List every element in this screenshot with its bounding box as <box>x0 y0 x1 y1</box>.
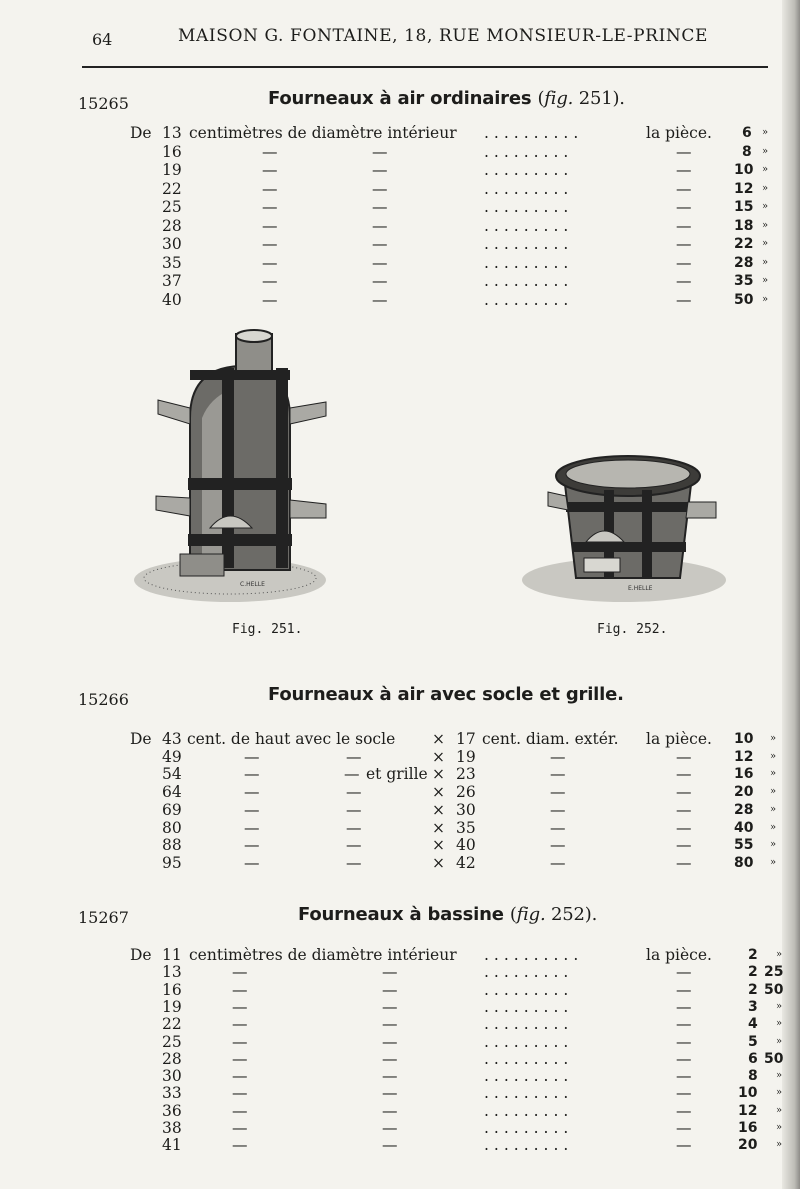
ditto-dash: — <box>346 836 362 855</box>
row-diameter: 13 <box>162 124 182 142</box>
row-diameter: 11 <box>162 946 182 964</box>
ditto-dash: — <box>232 1136 248 1155</box>
row-price: 16 <box>738 1120 758 1136</box>
price-row <box>0 143 800 161</box>
row-cents: » <box>762 219 769 231</box>
row-leader: ......... <box>484 1119 574 1137</box>
row-price: 55 <box>734 837 754 854</box>
row-leader: ......... <box>484 235 574 253</box>
row-cents: » <box>770 786 777 798</box>
ditto-dash: — <box>676 980 692 999</box>
row-cents: » <box>770 803 777 815</box>
row-price: 12 <box>738 1102 758 1119</box>
ditto-dash: — <box>676 161 692 179</box>
price-row <box>0 217 800 235</box>
section-ref-15266: 15266 <box>78 690 129 709</box>
ditto-dash: — <box>372 198 388 216</box>
row-diameter: 38 <box>162 1119 182 1137</box>
row-prefix: De <box>130 730 152 748</box>
row-diameter: 35 <box>162 253 182 272</box>
row-cents: » <box>776 1035 783 1047</box>
row-leader: .......... <box>484 124 584 142</box>
row-price: 35 <box>734 273 754 289</box>
row-leader: ......... <box>484 963 574 982</box>
row-diameter: 41 <box>162 1136 182 1155</box>
price-row <box>0 946 800 964</box>
row-cents: » <box>776 949 783 960</box>
row-price: 4 <box>748 1016 758 1033</box>
row-leader: ......... <box>484 1084 574 1103</box>
row-price: 2 <box>748 947 758 963</box>
row-leader: .......... <box>484 946 584 964</box>
row-cents: » <box>776 1087 783 1099</box>
row-cents: 50 <box>764 1050 784 1067</box>
row-price: 50 <box>734 291 754 308</box>
row-cents: » <box>776 1070 783 1082</box>
price-row <box>0 235 800 253</box>
price-row <box>0 1015 800 1033</box>
row-price: 8 <box>742 143 752 160</box>
ditto-dash: — <box>550 818 566 837</box>
price-row <box>0 1102 800 1120</box>
ditto-dash: — <box>382 1084 398 1103</box>
row-cents: » <box>770 821 777 833</box>
ditto-dash: — <box>262 216 278 235</box>
ditto-dash: — <box>346 783 362 802</box>
ditto-dash: — <box>550 800 566 819</box>
row-leader: ......... <box>484 216 574 235</box>
row-unit: la pièce. <box>646 946 712 964</box>
ditto-dash: — <box>262 290 278 309</box>
row-diameter: 22 <box>162 179 182 198</box>
ditto-dash: — <box>262 253 278 272</box>
ditto-dash: — <box>550 765 566 784</box>
fig-252-caption: Fig. 252. <box>597 622 668 637</box>
row-height: 49 <box>162 747 182 766</box>
ditto-dash: — <box>244 836 260 855</box>
section-title-15266: Fourneaux à air avec socle et grille. <box>268 684 624 705</box>
row-cents: 50 <box>764 981 784 998</box>
row-cents: » <box>762 238 769 249</box>
page-header <box>0 22 780 52</box>
ditto-dash: — <box>382 997 398 1016</box>
section-title-15265: Fourneaux à air ordinaires (fig. 251). <box>268 88 625 109</box>
ditto-dash: — <box>550 836 566 855</box>
ditto-dash: — <box>676 1084 692 1103</box>
row-price: 3 <box>748 998 758 1015</box>
row-price: 2 <box>748 964 758 981</box>
row-cents: » <box>776 1000 783 1012</box>
ditto-dash: — <box>382 1049 398 1068</box>
row-price: 15 <box>734 199 754 215</box>
row-diameter: 36 <box>162 1101 182 1120</box>
fig-251-engraver: C.HELLE <box>240 581 265 588</box>
row-diameter: 25 <box>162 1032 182 1051</box>
section-title-text: Fourneaux à air ordinaires <box>268 88 532 109</box>
price-row <box>0 1136 800 1154</box>
ditto-dash: — <box>676 142 692 161</box>
row-leader: ......... <box>484 1015 574 1034</box>
ditto-dash: — <box>232 1015 248 1034</box>
row-price: 22 <box>734 236 754 252</box>
ditto-dash: — <box>676 1101 692 1120</box>
row-cents: » <box>762 182 769 194</box>
ditto-dash: — <box>676 963 692 982</box>
ditto-dash: — <box>550 747 566 766</box>
row-leader: ......... <box>484 1049 574 1068</box>
header-rule <box>82 66 768 68</box>
ditto-dash: — <box>346 800 362 819</box>
row-price: 10 <box>734 162 754 178</box>
row-height: 43 <box>162 730 182 748</box>
ditto-dash: — <box>676 272 692 290</box>
ditto-dash: — <box>382 1067 398 1086</box>
row-leader: ......... <box>484 198 574 216</box>
ditto-dash: — <box>372 216 388 235</box>
ditto-dash: — <box>382 1101 398 1120</box>
row-diameter: 13 <box>162 963 182 982</box>
row-price: 20 <box>738 1137 758 1154</box>
ditto-dash: — <box>244 800 260 819</box>
times-sign: × <box>432 818 445 837</box>
row-cents: » <box>770 733 777 744</box>
times-sign: × <box>432 747 445 766</box>
row-description-2: cent. diam. extér. <box>482 730 619 748</box>
ditto-dash: — <box>346 818 362 837</box>
ditto-dash: — <box>232 963 248 982</box>
ditto-dash: — <box>550 783 566 802</box>
ditto-dash: — <box>346 853 362 872</box>
ditto-dash: — <box>372 272 388 290</box>
row-unit: la pièce. <box>646 730 712 748</box>
ditto-dash: — <box>676 836 692 855</box>
ditto-dash: — <box>232 1067 248 1086</box>
ditto-dash: — <box>676 1015 692 1034</box>
row-cents: » <box>762 256 769 268</box>
ditto-dash: — <box>262 272 278 290</box>
row-cents: » <box>776 1104 783 1116</box>
ditto-dash: — <box>382 1015 398 1034</box>
row-leader: ......... <box>484 142 574 161</box>
price-row <box>0 291 800 309</box>
ditto-dash: — <box>232 980 248 999</box>
ditto-dash: — <box>382 1119 398 1137</box>
row-cents: » <box>770 750 777 762</box>
price-row <box>0 1067 800 1085</box>
row-diameter: 42 <box>456 853 476 872</box>
price-row <box>0 1084 800 1102</box>
row-cents: » <box>776 1018 783 1030</box>
fig-ref: fig. <box>544 88 574 109</box>
price-row <box>0 1119 800 1137</box>
times-sign: × <box>432 853 445 872</box>
fig-252-illustration <box>520 446 730 610</box>
row-leader: ......... <box>484 179 574 198</box>
ditto-dash: — <box>676 747 692 766</box>
ditto-dash: — <box>676 1136 692 1155</box>
ditto-dash: — <box>382 980 398 999</box>
row-diameter: 16 <box>162 980 182 999</box>
row-prefix: De <box>130 946 152 964</box>
times-sign: × <box>432 730 445 748</box>
row-price: 8 <box>748 1068 758 1085</box>
ditto-dash: — <box>676 1032 692 1051</box>
ditto-dash: — <box>232 1119 248 1137</box>
price-row <box>0 161 800 179</box>
ditto-dash: — <box>676 818 692 837</box>
ditto-dash: — <box>244 765 260 784</box>
row-diameter: 26 <box>456 783 476 802</box>
row-diameter: 28 <box>162 216 182 235</box>
ditto-dash: — <box>676 1067 692 1086</box>
ditto-dash: — <box>262 161 278 179</box>
row-diameter: 17 <box>456 730 476 748</box>
row-prefix: De <box>130 124 152 142</box>
ditto-dash: — <box>382 1032 398 1051</box>
price-row <box>0 801 800 819</box>
ditto-dash: — <box>676 997 692 1016</box>
row-diameter: 33 <box>162 1084 182 1103</box>
ditto-dash: — <box>676 853 692 872</box>
row-cents: » <box>762 293 769 305</box>
price-row <box>0 1050 800 1068</box>
ditto-dash: — <box>676 235 692 253</box>
price-row <box>0 198 800 216</box>
row-diameter: 40 <box>162 290 182 309</box>
ditto-dash: — <box>372 161 388 179</box>
ditto-dash: — <box>676 290 692 309</box>
ditto-dash: — <box>232 1084 248 1103</box>
price-row <box>0 748 800 766</box>
row-leader: ......... <box>484 290 574 309</box>
ditto-dash: — <box>346 747 362 766</box>
row-diameter: 30 <box>162 1067 182 1086</box>
row-leader: ......... <box>484 980 574 999</box>
price-row <box>0 998 800 1016</box>
row-height: 95 <box>162 853 182 872</box>
ditto-dash: — <box>676 1119 692 1137</box>
row-diameter: 23 <box>456 765 476 784</box>
ditto-dash: — <box>232 1049 248 1068</box>
times-sign: × <box>432 800 445 819</box>
page-number: 64 <box>92 30 113 49</box>
row-diameter: 35 <box>456 818 476 837</box>
ditto-dash: — <box>372 235 388 253</box>
price-row <box>0 730 800 748</box>
ditto-dash: — <box>372 253 388 272</box>
row-price: 20 <box>734 784 754 801</box>
ditto-dash: — <box>262 142 278 161</box>
row-diameter: 16 <box>162 142 182 161</box>
ditto-dash: — <box>232 1032 248 1051</box>
row-price: 12 <box>734 748 754 765</box>
ditto-dash: — <box>372 142 388 161</box>
row-diameter: 19 <box>162 997 182 1016</box>
ditto-dash: — <box>550 853 566 872</box>
row-price: 28 <box>734 801 754 818</box>
price-row <box>0 981 800 999</box>
price-row <box>0 819 800 837</box>
row-diameter: 37 <box>162 272 182 290</box>
row-cents: » <box>770 839 777 851</box>
ditto-dash: — <box>232 1101 248 1120</box>
fig-251-caption: Fig. 251. <box>232 622 303 637</box>
row-diameter: 40 <box>456 836 476 855</box>
ditto-dash: — <box>244 818 260 837</box>
row-diameter: 30 <box>456 800 476 819</box>
price-row <box>0 180 800 198</box>
row-height: 80 <box>162 818 182 837</box>
row-diameter: 28 <box>162 1049 182 1068</box>
fig-252-engraver: E.HELLE <box>628 585 653 592</box>
row-price: 40 <box>734 819 754 836</box>
row-cents: » <box>770 768 777 780</box>
times-sign: × <box>432 783 445 802</box>
row-cents: » <box>776 1139 783 1151</box>
ditto-dash: — <box>244 783 260 802</box>
ditto-dash: — <box>676 253 692 272</box>
row-diameter: 30 <box>162 235 182 253</box>
price-row <box>0 272 800 290</box>
row-price: 6 <box>748 1050 758 1067</box>
row-price: 5 <box>748 1033 758 1050</box>
row-leader: ......... <box>484 253 574 272</box>
times-sign: × <box>432 836 445 855</box>
row-cents: » <box>762 275 769 286</box>
row-price: 18 <box>734 217 754 234</box>
row-leader: ......... <box>484 1032 574 1051</box>
row-cents: » <box>776 1122 783 1133</box>
row-price: 6 <box>742 125 752 141</box>
row-diameter: 22 <box>162 1015 182 1034</box>
row-extra-text: et grille <box>366 765 428 784</box>
row-price: 28 <box>734 254 754 271</box>
price-row <box>0 783 800 801</box>
row-leader: ......... <box>484 272 574 290</box>
row-leader: ......... <box>484 997 574 1016</box>
ditto-dash: — <box>262 198 278 216</box>
price-row <box>0 765 800 783</box>
row-leader: ......... <box>484 1136 574 1155</box>
ditto-dash: — <box>344 765 360 784</box>
section-ref-15267: 15267 <box>78 908 129 927</box>
ditto-dash: — <box>676 216 692 235</box>
ditto-dash: — <box>232 997 248 1016</box>
ditto-dash: — <box>676 765 692 784</box>
section-title-15267: Fourneaux à bassine (fig. 252). <box>298 904 598 925</box>
ditto-dash: — <box>372 179 388 198</box>
ditto-dash: — <box>676 198 692 216</box>
row-description: centimètres de diamètre intérieur <box>189 946 457 964</box>
row-diameter: 25 <box>162 198 182 216</box>
row-price: 12 <box>734 180 754 197</box>
row-cents: » <box>762 145 769 157</box>
price-row <box>0 963 800 981</box>
running-title: MAISON G. FONTAINE, 18, RUE MONSIEUR-LE-PRINCE <box>178 26 708 46</box>
row-leader: ......... <box>484 1067 574 1086</box>
row-height: 88 <box>162 836 182 855</box>
row-price: 10 <box>734 731 754 747</box>
row-description: centimètres de diamètre intérieur <box>189 124 457 142</box>
times-sign: × <box>432 765 445 784</box>
row-cents: » <box>762 201 769 212</box>
fig-251-illustration <box>130 328 350 612</box>
ditto-dash: — <box>676 1049 692 1068</box>
ditto-dash: — <box>262 179 278 198</box>
ditto-dash: — <box>382 963 398 982</box>
row-price: 10 <box>738 1085 758 1102</box>
row-price: 16 <box>734 766 754 783</box>
ditto-dash: — <box>676 179 692 198</box>
row-diameter: 19 <box>162 161 182 179</box>
section-ref-15265: 15265 <box>78 94 129 113</box>
price-row <box>0 854 800 872</box>
ditto-dash: — <box>676 783 692 802</box>
row-leader: ......... <box>484 161 574 179</box>
ditto-dash: — <box>262 235 278 253</box>
row-height: 54 <box>162 765 182 784</box>
row-leader: ......... <box>484 1101 574 1120</box>
price-row <box>0 124 800 142</box>
row-price: 2 <box>748 981 758 998</box>
row-cents: » <box>762 164 769 175</box>
ditto-dash: — <box>244 853 260 872</box>
row-cents: » <box>762 127 769 138</box>
ditto-dash: — <box>372 290 388 309</box>
ditto-dash: — <box>676 800 692 819</box>
row-price: 80 <box>734 854 754 871</box>
row-height: 64 <box>162 783 182 802</box>
row-description: cent. de haut avec le socle <box>187 730 396 748</box>
price-row <box>0 254 800 272</box>
row-cents: 25 <box>764 964 784 981</box>
ditto-dash: — <box>382 1136 398 1155</box>
price-row <box>0 836 800 854</box>
price-row <box>0 1033 800 1051</box>
ditto-dash: — <box>244 747 260 766</box>
row-diameter: 19 <box>456 747 476 766</box>
row-height: 69 <box>162 800 182 819</box>
row-unit: la pièce. <box>646 124 712 142</box>
row-cents: » <box>770 856 777 868</box>
